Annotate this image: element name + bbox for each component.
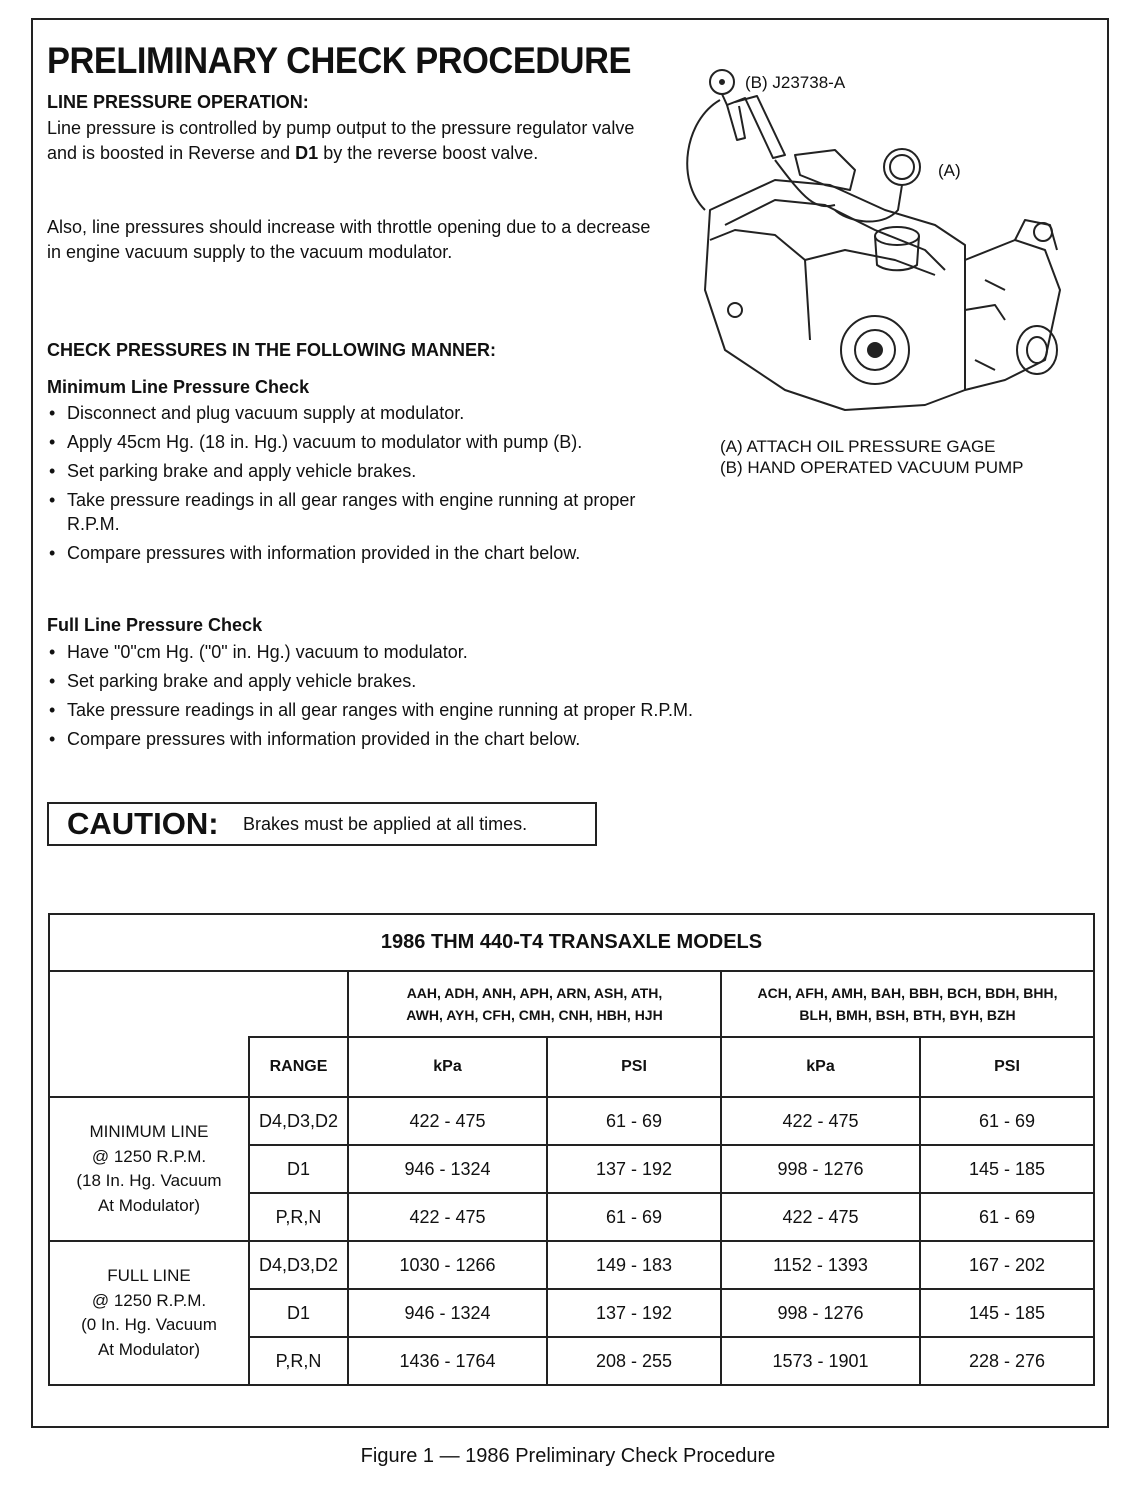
range-cell: D4,D3,D2 [249,1097,348,1145]
table-corner-cell [49,971,348,1037]
value-cell: 137 - 192 [547,1145,721,1193]
pressure-table [48,913,1095,1386]
line-pressure-heading: LINE PRESSURE OPERATION: [47,92,309,112]
range-cell: P,R,N [249,1337,348,1385]
value-cell: 61 - 69 [920,1097,1094,1145]
figure-caption: Figure 1 — 1986 Preliminary Check Procedure [360,1445,776,1467]
caution-label: CAUTION: [67,806,219,841]
value-cell: 61 - 69 [920,1193,1094,1241]
value-cell: 228 - 276 [920,1337,1094,1385]
range-cell: D4,D3,D2 [249,1241,348,1289]
value-cell: 946 - 1324 [348,1289,547,1337]
list-item: • Disconnect and plug vacuum supply at modulator. [47,401,687,425]
model-group-1: AAH, ADH, ANH, APH, ARN, ASH, ATH, AWH, AYH, CFH, CMH, CNH, HBH, HJH [348,971,721,1037]
value-cell: 208 - 255 [547,1337,721,1385]
transaxle-illustration [665,60,1105,455]
value-cell: 61 - 69 [547,1097,721,1145]
full-check-heading: Full Line Pressure Check [47,615,263,635]
list-item: • Compare pressures with information provided in the chart below. [47,541,747,565]
value-cell: 946 - 1324 [348,1145,547,1193]
list-item: • Take pressure readings in all gear ranges with engine running at proper R.P.M. [47,698,867,722]
psi-header-1: PSI [547,1037,721,1097]
model-group-2: ACH, AFH, AMH, BAH, BBH, BCH, BDH, BHH, BLH, BMH, BSH, BTH, BYH, BZH [721,971,1094,1037]
caution-box [47,802,597,846]
table-row [49,1097,1094,1145]
value-cell: 422 - 475 [721,1193,920,1241]
caption-b: (B) HAND OPERATED VACUUM PUMP [720,458,1024,477]
line-pressure-paragraph-1: Line pressure is controlled by pump output to the pressure regulator valve and is boosted in Reverse and D1 by the reverse boost valve. [47,118,635,163]
table-title: 1986 THM 440-T4 TRANSAXLE MODELS [49,914,1094,971]
list-item: • Take pressure readings in all gear ranges with engine running at proper R.P.M. [47,488,667,536]
line-pressure-paragraph-2: Also, line pressures should increase with throttle opening due to a decrease in engine vacuum supply to the vacuum modulator. [47,217,651,262]
kpa-header-2: kPa [721,1037,920,1097]
value-cell: 422 - 475 [348,1097,547,1145]
list-item: • Set parking brake and apply vehicle brakes. [47,459,687,483]
minimum-line-label: MINIMUM LINE @ 1250 R.P.M. (18 In. Hg. Vacuum At Modulator) [49,1097,249,1241]
table-corner-cell-2 [49,1037,249,1097]
value-cell: 422 - 475 [348,1193,547,1241]
range-cell: P,R,N [249,1193,348,1241]
range-cell: D1 [249,1145,348,1193]
range-header: RANGE [249,1037,348,1097]
value-cell: 61 - 69 [547,1193,721,1241]
list-item: • Compare pressures with information provided in the chart below. [47,727,867,751]
kpa-header-1: kPa [348,1037,547,1097]
psi-header-2: PSI [920,1037,1094,1097]
minimum-check-list [47,401,687,570]
value-cell: 149 - 183 [547,1241,721,1289]
value-cell: 998 - 1276 [721,1145,920,1193]
value-cell: 145 - 185 [920,1289,1094,1337]
minimum-check-heading: Minimum Line Pressure Check [47,377,310,397]
gauge-label: (A) [938,161,961,180]
full-line-label: FULL LINE @ 1250 R.P.M. (0 In. Hg. Vacuum At Modulator) [49,1241,249,1385]
full-check-list [47,640,867,756]
list-item: • Have "0"cm Hg. ("0" in. Hg.) vacuum to modulator. [47,640,867,664]
list-item: • Apply 45cm Hg. (18 in. Hg.) vacuum to modulator with pump (B). [47,430,647,454]
value-cell: 145 - 185 [920,1145,1094,1193]
page-title: PRELIMINARY CHECK PROCEDURE [47,40,631,81]
value-cell: 137 - 192 [547,1289,721,1337]
value-cell: 1030 - 1266 [348,1241,547,1289]
check-pressures-heading: CHECK PRESSURES IN THE FOLLOWING MANNER: [47,340,497,360]
pump-label: (B) J23738-A [745,73,846,92]
value-cell: 1152 - 1393 [721,1241,920,1289]
value-cell: 422 - 475 [721,1097,920,1145]
value-cell: 998 - 1276 [721,1289,920,1337]
table-row [49,1241,1094,1289]
caution-text: Brakes must be applied at all times. [243,814,528,834]
range-cell: D1 [249,1289,348,1337]
list-item: • Set parking brake and apply vehicle brakes. [47,669,867,693]
value-cell: 1436 - 1764 [348,1337,547,1385]
value-cell: 1573 - 1901 [721,1337,920,1385]
caption-a: (A) ATTACH OIL PRESSURE GAGE [720,437,996,456]
value-cell: 167 - 202 [920,1241,1094,1289]
